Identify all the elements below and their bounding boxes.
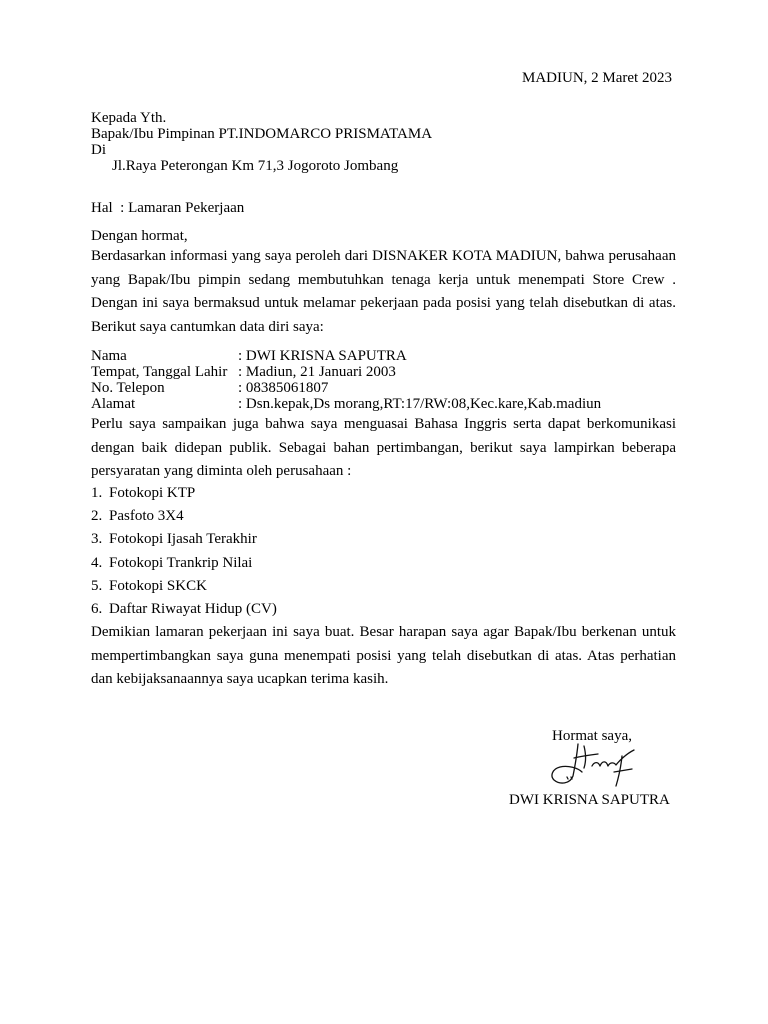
data-label-ttl: Tempat, Tanggal Lahir <box>91 364 228 380</box>
list-item-number: 6. <box>91 600 103 617</box>
signer-name: DWI KRISNA SAPUTRA <box>509 792 670 808</box>
list-item <box>91 528 277 551</box>
recipient-name: Bapak/Ibu Pimpinan PT.INDOMARCO PRISMATAMA <box>91 126 433 142</box>
closing-paragraph: Demikian lamaran pekerjaan ini saya buat. Besar harapan saya agar Bapak/Ibu berkenan untuk mempertimbangkan saya guna menempati posisi yang telah disebutkan di atas. Atas perhatian dan kebijaksanaannya saya ucapkan terima kasih. <box>91 624 676 687</box>
data-value-alamat: : Dsn.kepak,Ds morang,RT:17/RW:08,Kec.kare,Kab.madiun <box>238 396 602 412</box>
list-item-number: 2. <box>91 508 103 525</box>
list-item-text: Daftar Riwayat Hidup (CV) <box>109 600 277 617</box>
list-item-text: Fotokopi KTP <box>109 485 196 501</box>
signature-image <box>548 740 640 788</box>
list-item-text: Fotokopi Ijasah Terakhir <box>109 531 257 548</box>
list-item <box>91 598 277 621</box>
sign-off: Hormat saya, <box>552 728 632 744</box>
data-label-alamat: Alamat <box>91 396 136 412</box>
list-item-number: 3. <box>91 531 103 548</box>
data-label-nama: Nama <box>91 348 127 364</box>
list-item <box>91 482 277 505</box>
list-item-number: 4. <box>91 554 103 571</box>
list-item-text: Fotokopi Trankrip Nilai <box>109 554 253 571</box>
list-item-text: Pasfoto 3X4 <box>109 508 184 525</box>
data-value-telepon: : 08385061807 <box>238 380 329 396</box>
list-item-number: 5. <box>91 577 103 594</box>
list-item <box>91 575 277 598</box>
intro-paragraph: Berdasarkan informasi yang saya peroleh dari DISNAKER KOTA MADIUN, bahwa perusahaan yang Bapak/Ibu pimpin sedang membutuhkan tenaga kerja untuk menempati Store Crew . Dengan ini saya bermaksud untuk melamar pekerjaan pada posisi yang telah disebutkan di atas. Berikut saya cantumkan data diri saya: <box>91 248 676 335</box>
letter-date: MADIUN, 2 Maret 2023 <box>522 70 672 86</box>
attachment-list <box>91 482 277 621</box>
recipient-address: Jl.Raya Peterongan Km 71,3 Jogoroto Jombang <box>112 158 399 174</box>
list-item-number: 1. <box>91 485 103 501</box>
letter-greeting: Dengan hormat, <box>91 228 188 244</box>
list-item <box>91 505 277 528</box>
list-item-text: Fotokopi SKCK <box>109 577 207 594</box>
body-paragraph: Perlu saya sampaikan juga bahwa saya menguasai Bahasa Inggris serta dapat berkomunikasi dengan baik didepan publik. Sebagai bahan pertimbangan, berikut saya lampirkan beberapa persyaratan yang diminta oleh perusahaan : <box>91 416 676 479</box>
data-label-telepon: No. Telepon <box>91 380 165 396</box>
data-value-nama: : DWI KRISNA SAPUTRA <box>238 348 407 364</box>
list-item <box>91 552 277 575</box>
recipient-di: Di <box>91 142 106 158</box>
letter-subject: Hal : Lamaran Pekerjaan <box>91 200 245 216</box>
data-value-ttl: : Madiun, 21 Januari 2003 <box>238 364 396 380</box>
recipient-salutation: Kepada Yth. <box>91 110 167 126</box>
